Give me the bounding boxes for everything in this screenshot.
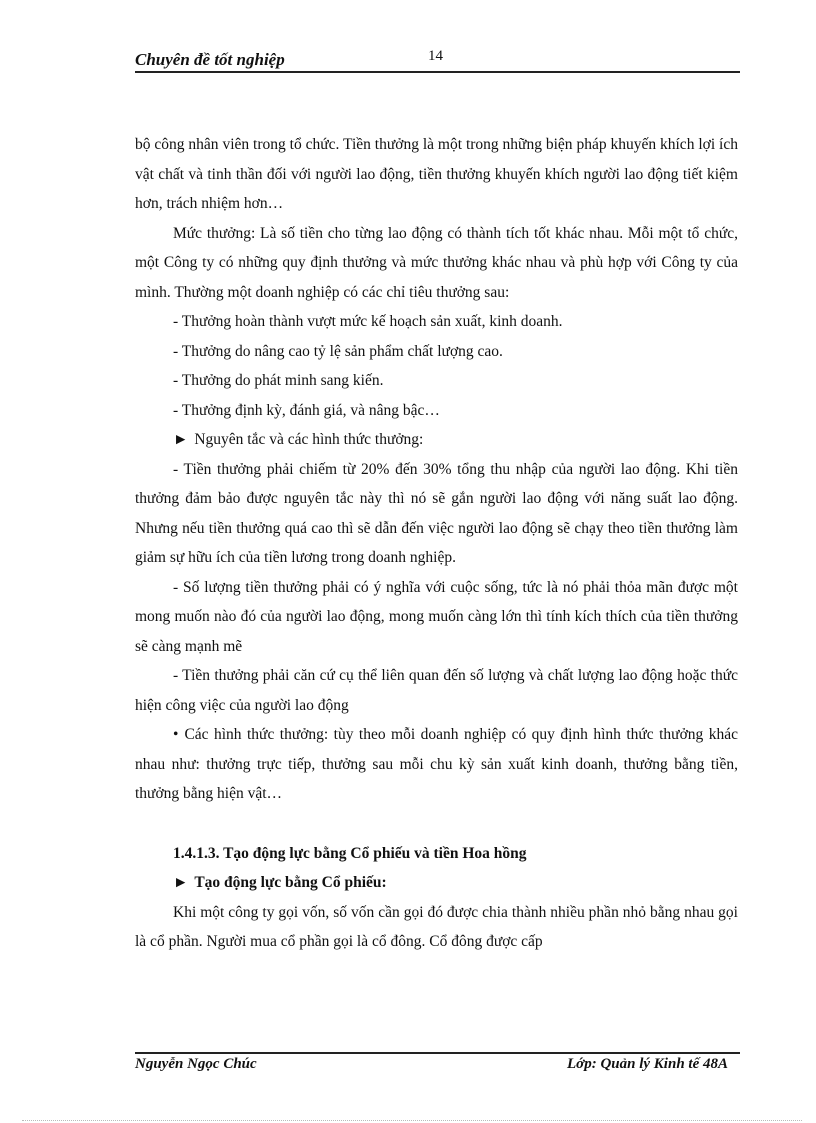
document-body [135, 130, 738, 957]
arrow-icon: ► [173, 874, 189, 891]
principles-label: Nguyên tắc và các hình thức thưởng: [194, 431, 424, 448]
subheading-text: Tạo động lực bằng Cổ phiếu: [194, 874, 387, 891]
paragraph: Khi một công ty gọi vốn, số vốn cần gọi đó được chia thành nhiều phần nhỏ bằng nhau gọi là cổ phần. Người mua cổ phần gọi là cổ đông. Cổ đông được cấp [135, 903, 738, 950]
subheading [135, 868, 738, 898]
section-heading: 1.4.1.3. Tạo động lực bằng Cổ phiếu và tiền Hoa hồng [173, 844, 527, 862]
paragraph: bộ công nhân viên trong tổ chức. Tiền thưởng là một trong những biện pháp khuyến khích lợi ích vật chất và tinh thần đối với người lao động, tiền thưởng khuyến khích người lao động tiết kiệm hơn, trách nhiệm hơn… [135, 136, 738, 212]
page-header [135, 47, 740, 71]
list-item: - Thưởng do nâng cao tỷ lệ sản phẩm chất lượng cao. [173, 342, 503, 360]
paragraph: - Số lượng tiền thưởng phải có ý nghĩa với cuộc sống, tức là nó phải thỏa mãn được một mong muốn nào đó của người lao động, mong muốn càng lớn thì tính kích thích của tiền thưởng sẽ càng mạnh mẽ [135, 578, 738, 655]
page-edge-divider [22, 1120, 802, 1121]
paragraph: - Tiền thưởng phải căn cứ cụ thể liên quan đến số lượng và chất lượng lao động hoặc thức hiện công việc của người lao động [135, 667, 738, 714]
principles-line [135, 425, 738, 455]
paragraph: Mức thưởng: Là số tiền cho từng lao động có thành tích tốt khác nhau. Mỗi một tổ chức, một Công ty có những quy định thưởng và mức thưởng khác nhau và phù hợp với Công ty của mình. Thường một doanh nghiệp có các chỉ tiêu thưởng sau: [135, 224, 738, 301]
document-title: Chuyên đề tốt nghiệp [135, 50, 285, 69]
header-divider [135, 71, 740, 73]
list-item: - Thưởng hoàn thành vượt mức kế hoạch sản xuất, kinh doanh. [173, 313, 563, 330]
footer-class: Lớp: Quản lý Kinh tế 48A [567, 1056, 728, 1072]
paragraph: - Tiền thưởng phải chiếm từ 20% đến 30% tổng thu nhập của người lao động. Khi tiền thưởng đảm bảo được nguyên tắc này thì nó sẽ gắn người lao động với năng suất lao động. Nhưng nếu tiền thưởng quá cao thì sẽ dẫn đến việc người lao động sẽ chạy theo tiền thưởng làm giảm sự hữu ích của tiền lương trong doanh nghiệp. [135, 460, 738, 566]
page-number: 14 [428, 48, 443, 64]
bullet-text: Các hình thức thưởng: tùy theo mỗi doanh nghiệp có quy định hình thức thưởng khác nhau như: thưởng trực tiếp, thưởng sau mỗi chu kỳ sản xuất kinh doanh, thưởng bằng tiền, thưởng bằng hiện vật… [135, 726, 738, 802]
bullet-paragraph [135, 720, 738, 809]
footer-author: Nguyễn Ngọc Chúc [135, 1056, 257, 1072]
footer-divider [135, 1052, 740, 1054]
arrow-icon: ► [173, 431, 189, 448]
bullet-icon: • [173, 726, 179, 743]
list-item: - Thưởng do phát minh sang kiến. [173, 372, 384, 389]
list-item: - Thưởng định kỳ, đánh giá, và nâng bậc… [173, 401, 440, 419]
